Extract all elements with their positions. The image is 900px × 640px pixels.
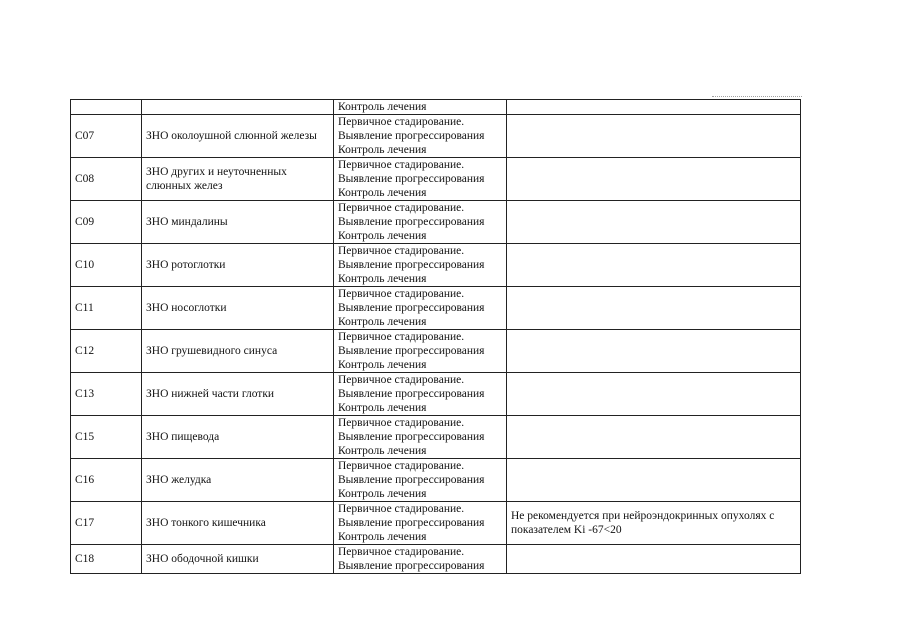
name-cell: ЗНО других и неуточненных слюнных желез bbox=[142, 158, 334, 201]
code-cell bbox=[71, 100, 142, 115]
name-cell: ЗНО миндалины bbox=[142, 201, 334, 244]
note-cell bbox=[507, 201, 801, 244]
purpose-cell bbox=[334, 373, 507, 416]
indications-table bbox=[70, 99, 801, 574]
code-cell: C09 bbox=[71, 201, 142, 244]
purpose-cell bbox=[334, 158, 507, 201]
name-cell: ЗНО носоглотки bbox=[142, 287, 334, 330]
purpose-line: Контроль лечения bbox=[338, 144, 427, 156]
purpose-line: Первичное стадирование. bbox=[338, 116, 465, 128]
code-cell: C12 bbox=[71, 330, 142, 373]
purpose-cell bbox=[334, 100, 507, 115]
note-cell bbox=[507, 100, 801, 115]
table-row bbox=[71, 330, 801, 373]
purpose-line: Первичное стадирование. bbox=[338, 288, 465, 300]
purpose-line: Первичное стадирование. bbox=[338, 374, 465, 386]
purpose-cell bbox=[334, 416, 507, 459]
table-row bbox=[71, 244, 801, 287]
table-row bbox=[71, 287, 801, 330]
note-cell bbox=[507, 115, 801, 158]
purpose-cell bbox=[334, 502, 507, 545]
purpose-line: Первичное стадирование. bbox=[338, 202, 465, 214]
table-row bbox=[71, 373, 801, 416]
purpose-line: Выявление прогрессирования bbox=[338, 388, 485, 400]
code-cell: C17 bbox=[71, 502, 142, 545]
purpose-line: Первичное стадирование. bbox=[338, 460, 465, 472]
purpose-line: Выявление прогрессирования bbox=[338, 431, 485, 443]
purpose-line: Контроль лечения bbox=[338, 101, 427, 113]
note-cell bbox=[507, 287, 801, 330]
purpose-line: Первичное стадирование. bbox=[338, 546, 465, 558]
table-row bbox=[71, 158, 801, 201]
note-cell bbox=[507, 545, 801, 574]
purpose-line: Контроль лечения bbox=[338, 316, 427, 328]
code-cell: C07 bbox=[71, 115, 142, 158]
table-row bbox=[71, 115, 801, 158]
purpose-line: Контроль лечения bbox=[338, 445, 427, 457]
name-cell: ЗНО нижней части глотки bbox=[142, 373, 334, 416]
purpose-cell bbox=[334, 115, 507, 158]
purpose-line: Выявление прогрессирования bbox=[338, 474, 485, 486]
purpose-cell bbox=[334, 287, 507, 330]
code-cell: C10 bbox=[71, 244, 142, 287]
purpose-line: Первичное стадирование. bbox=[338, 503, 465, 515]
purpose-cell bbox=[334, 330, 507, 373]
name-cell: ЗНО желудка bbox=[142, 459, 334, 502]
purpose-cell bbox=[334, 201, 507, 244]
note-cell bbox=[507, 244, 801, 287]
code-cell: C13 bbox=[71, 373, 142, 416]
note-cell bbox=[507, 158, 801, 201]
purpose-line: Первичное стадирование. bbox=[338, 245, 465, 257]
table-row bbox=[71, 100, 801, 115]
name-cell: ЗНО грушевидного синуса bbox=[142, 330, 334, 373]
purpose-cell bbox=[334, 545, 507, 574]
table-row bbox=[71, 201, 801, 244]
name-cell: ЗНО пищевода bbox=[142, 416, 334, 459]
table-row bbox=[71, 459, 801, 502]
note-cell: Не рекомендуется при нейроэндокринных опухолях с показателем Ki -67<20 bbox=[507, 502, 801, 545]
purpose-line: Выявление прогрессирования bbox=[338, 345, 485, 357]
purpose-cell bbox=[334, 244, 507, 287]
note-cell bbox=[507, 330, 801, 373]
note-cell bbox=[507, 416, 801, 459]
code-cell: C18 bbox=[71, 545, 142, 574]
purpose-line: Выявление прогрессирования bbox=[338, 517, 485, 529]
purpose-line: Выявление прогрессирования bbox=[338, 259, 485, 271]
purpose-line: Первичное стадирование. bbox=[338, 159, 465, 171]
purpose-line: Выявление прогрессирования bbox=[338, 173, 485, 185]
name-cell: ЗНО ротоглотки bbox=[142, 244, 334, 287]
name-cell: ЗНО тонкого кишечника bbox=[142, 502, 334, 545]
purpose-line: Контроль лечения bbox=[338, 273, 427, 285]
purpose-line: Выявление прогрессирования bbox=[338, 216, 485, 228]
code-cell: C16 bbox=[71, 459, 142, 502]
purpose-line: Первичное стадирование. bbox=[338, 417, 465, 429]
purpose-line: Контроль лечения bbox=[338, 488, 427, 500]
purpose-line: Контроль лечения bbox=[338, 187, 427, 199]
name-cell: ЗНО ободочной кишки bbox=[142, 545, 334, 574]
name-cell: ЗНО околоушной слюнной железы bbox=[142, 115, 334, 158]
purpose-line: Первичное стадирование. bbox=[338, 331, 465, 343]
purpose-line: Контроль лечения bbox=[338, 230, 427, 242]
table-row bbox=[71, 545, 801, 574]
code-cell: C15 bbox=[71, 416, 142, 459]
purpose-line: Контроль лечения bbox=[338, 531, 427, 543]
code-cell: C11 bbox=[71, 287, 142, 330]
purpose-line: Контроль лечения bbox=[338, 402, 427, 414]
code-cell: C08 bbox=[71, 158, 142, 201]
purpose-line: Выявление прогрессирования bbox=[338, 560, 485, 572]
note-cell bbox=[507, 373, 801, 416]
note-cell bbox=[507, 459, 801, 502]
table-row bbox=[71, 502, 801, 545]
name-cell bbox=[142, 100, 334, 115]
purpose-line: Выявление прогрессирования bbox=[338, 130, 485, 142]
purpose-line: Выявление прогрессирования bbox=[338, 302, 485, 314]
purpose-cell bbox=[334, 459, 507, 502]
table-row bbox=[71, 416, 801, 459]
purpose-line: Контроль лечения bbox=[338, 359, 427, 371]
